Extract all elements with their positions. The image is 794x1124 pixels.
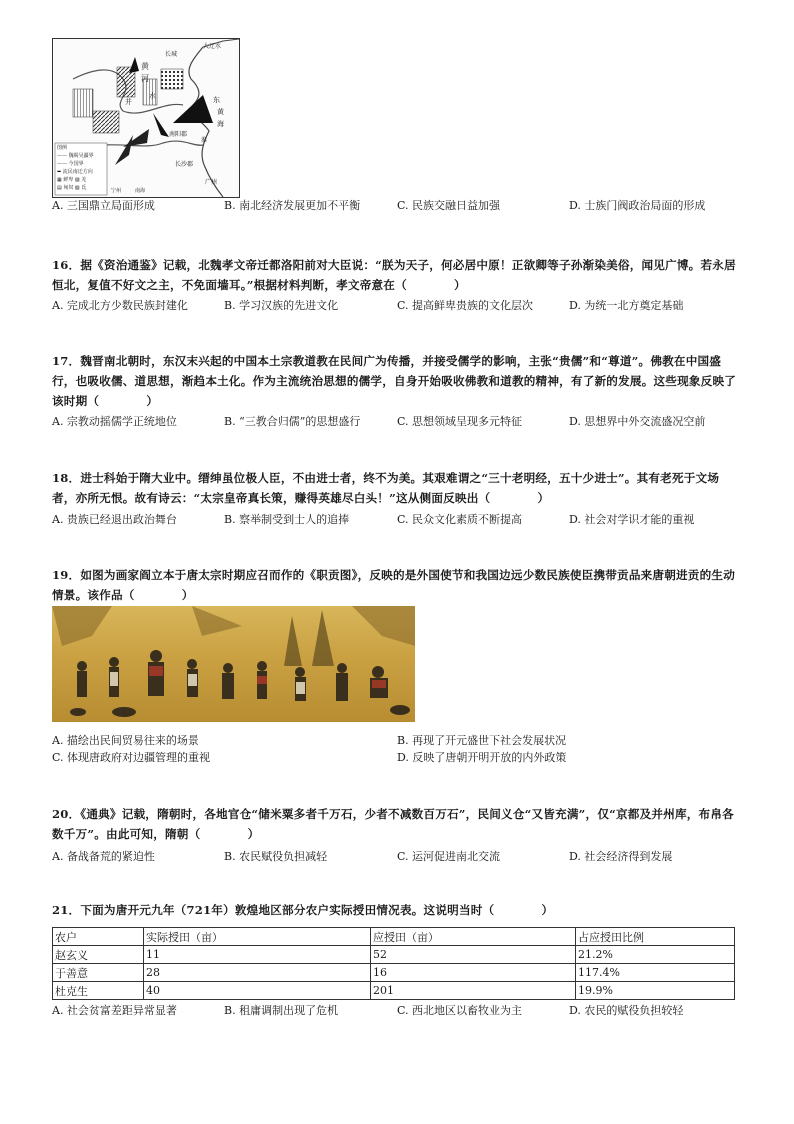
map-label: 大辽水 <box>203 43 222 50</box>
q17-option-b[interactable]: B. “三教合归儒”的思想盛行 <box>224 415 361 428</box>
table-row <box>53 982 735 1000</box>
q16-option-c[interactable]: C. 提高鲜卑贵族的文化层次 <box>397 299 534 312</box>
map-label: 东 <box>213 96 220 104</box>
q21-option-c[interactable]: C. 西北地区以畜牧业为主 <box>397 1004 523 1017</box>
table-header: 应授田（亩） <box>371 928 576 946</box>
table-row <box>53 964 735 982</box>
q21-option-a[interactable]: A. 社会贫富差距异常显著 <box>52 1004 177 1017</box>
map-label: 南海 <box>135 188 146 194</box>
map-legend-text: 图例 —— 魏蜀吴疆界 —— 今国界 ➡ 流民南迁方向 ▦ 鲜卑 ▨ 羌 ▤ 匈奴 ▧ 氐 <box>57 145 94 191</box>
map-label: 南阳郡 <box>169 131 188 138</box>
table-cell: 21.2% <box>576 946 735 964</box>
q19-option-b[interactable]: B. 再现了开元盛世下社会发展状况 <box>397 734 567 747</box>
q17-option-a[interactable]: A. 宗教动摇儒学正统地位 <box>52 415 177 428</box>
map-label: 淮 <box>201 137 208 144</box>
q21-stem: 21．下面为唐开元九年（721年）敦煌地区部分农户实际授田情况表。这说明当时（ ） <box>52 903 554 917</box>
q20-option-d[interactable]: D. 社会经济得到发展 <box>569 850 673 863</box>
table-cell: 40 <box>144 982 371 1000</box>
q17-option-d[interactable]: D. 思想界中外交流盛况空前 <box>569 415 706 428</box>
q17-stem: 17．魏晋南北朝时，东汉末兴起的中国本土宗教道教在民间广为传播，并接受儒学的影响，主张“贵儒”和“尊道”。佛教在中国盛行，也吸收儒、道思想，渐趋本土化。作为主流统治思想的儒学，自身开始吸收佛教和道教的精神，有了新的发展。这些现象反映了该时期（ ） <box>52 354 737 408</box>
table-cell: 赵玄义 <box>53 946 144 964</box>
region-xianbei <box>161 69 183 89</box>
table-header-row <box>53 928 735 946</box>
q20-option-c[interactable]: C. 运河促进南北交流 <box>397 850 501 863</box>
migration-arrow <box>129 57 139 73</box>
table-cell: 16 <box>371 964 576 982</box>
map-label: 宁州 <box>111 188 122 194</box>
table-cell: 11 <box>144 946 371 964</box>
q15-option-a[interactable]: A. 三国鼎立局面形成 <box>52 199 155 212</box>
q20-stem: 20．《通典》记载，隋朝时，各地官仓“储米粟多者千万石，少者不减数百万石”，民间义仓“又皆充满”，仅“京都及并州库，布帛各数千万”。由此可知，隋朝（ ） <box>52 807 734 841</box>
q16-option-b[interactable]: B. 学习汉族的先进文化 <box>224 299 339 312</box>
table-header: 农户 <box>53 928 144 946</box>
painting-figures <box>52 606 415 722</box>
table-header: 占应授田比例 <box>576 928 735 946</box>
q18-option-b[interactable]: B. 察举制受到士人的追捧 <box>224 513 350 526</box>
q18-option-c[interactable]: C. 民众文化素质不断提高 <box>397 513 523 526</box>
q20-option-b[interactable]: B. 农民赋役负担减轻 <box>224 850 328 863</box>
q16-option-a[interactable]: A. 完成北方少数民族封建化 <box>52 299 188 312</box>
table-cell: 杜克生 <box>53 982 144 1000</box>
map-label: 河 <box>141 74 149 83</box>
migration-arrow <box>153 113 169 137</box>
q19-option-a[interactable]: A. 描绘出民间贸易往来的场景 <box>52 734 199 747</box>
q15-option-b[interactable]: B. 南北经济发展更加不平衡 <box>224 199 361 212</box>
map-label: 并 <box>125 98 132 106</box>
q17-option-c[interactable]: C. 思想领域呈现多元特征 <box>397 415 523 428</box>
q18-option-a[interactable]: A. 贵族已经退出政治舞台 <box>52 513 177 526</box>
map-label: 海 <box>217 120 224 128</box>
tribute-painting <box>52 606 415 722</box>
map-label: 水 <box>149 92 156 100</box>
table-cell: 117.4% <box>576 964 735 982</box>
map-label: 长城 <box>165 51 178 58</box>
q16-option-d[interactable]: D. 为统一北方奠定基础 <box>569 299 684 312</box>
q18-stem: 18．进士科始于隋大业中。缙绅虽位极人臣，不由进士者，终不为美。其艰难谓之“三十老明经，五十少进士”。其有老死于文场者，亦所无恨。故有诗云：“太宗皇帝真长策，赚得英雄尽白头！”这从侧面反映出（ ） <box>52 471 720 505</box>
historical-map <box>52 38 240 198</box>
table-row <box>53 946 735 964</box>
land-allocation-table <box>52 927 735 1000</box>
migration-arrow <box>115 135 133 165</box>
q21-option-d[interactable]: D. 农民的赋役负担较轻 <box>569 1004 684 1017</box>
migration-arrow <box>173 95 213 123</box>
map-label: 黄 <box>141 62 149 71</box>
q15-option-c[interactable]: C. 民族交融日益加强 <box>397 199 501 212</box>
q19-option-d[interactable]: D. 反映了唐朝开明开放的内外政策 <box>397 751 567 764</box>
q21-option-b[interactable]: B. 租庸调制出现了危机 <box>224 1004 339 1017</box>
migration-arrow <box>123 129 149 147</box>
q19-stem: 19．如图为画家阎立本于唐太宗时期应召而作的《职贡图》，反映的是外国使节和我国边远少数民族使臣携带贡品来唐朝进贡的生动情景。该作品（ ） <box>52 568 735 602</box>
table-cell: 201 <box>371 982 576 1000</box>
map-label: 长沙郡 <box>175 161 194 168</box>
table-cell: 28 <box>144 964 371 982</box>
region-di <box>93 111 119 133</box>
table-header: 实际授田（亩） <box>144 928 371 946</box>
table-cell: 19.9% <box>576 982 735 1000</box>
table-cell: 52 <box>371 946 576 964</box>
q19-option-c[interactable]: C. 体现唐政府对边疆管理的重视 <box>52 751 211 764</box>
table-cell: 于善意 <box>53 964 144 982</box>
q20-option-a[interactable]: A. 备战备荒的紧迫性 <box>52 850 155 863</box>
q16-stem: 16．据《资治通鉴》记载，北魏孝文帝迁都洛阳前对大臣说：“朕为天子，何必居中原！正欲卿等子孙渐染美俗，闻见广博。若永居恒北，复值不好文之主，不免面墙耳。”根据材料判断，孝文帝意在（ ） <box>52 258 736 292</box>
q15-option-d[interactable]: D. 士族门阀政治局面的形成 <box>569 199 706 212</box>
q18-option-d[interactable]: D. 社会对学识才能的重视 <box>569 513 695 526</box>
region-qiang <box>73 89 93 117</box>
map-label: 黄 <box>217 108 224 116</box>
map-label: 广州 <box>205 179 218 186</box>
